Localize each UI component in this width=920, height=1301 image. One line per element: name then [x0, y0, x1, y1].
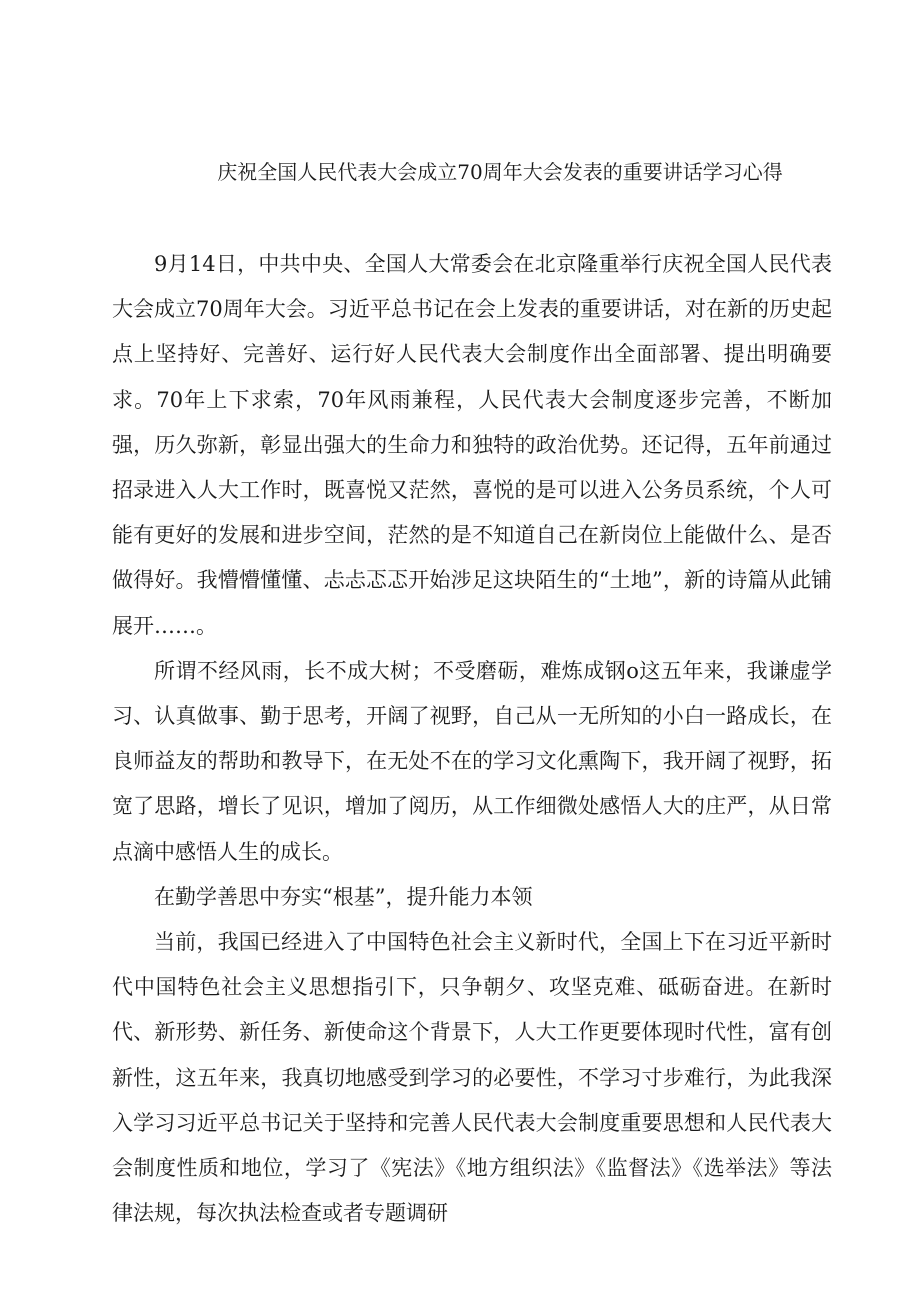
paragraph-1: 9月14日，中共中央、全国人大常委会在北京隆重举行庆祝全国人民代表大会成立70周年大会。习近平总书记在会上发表的重要讲话，对在新的历史起点上坚持好、完善好、运行好人民代表大会制度作出全面部署、提出明确要求。70年上下求索，70年风雨兼程，人民代表大会制度逐步完善，不断加强，历久弥新，彰显出强大的生命力和独特的政治优势。还记得，五年前通过招录进入人大工作时，既喜悦又茫然，喜悦的是可以进入公务员系统，个人可能有更好的发展和进步空间，茫然的是不知道自己在新岗位上能做什么、是否做得好。我懵懵懂懂、忐忐忑忑开始涉足这块陌生的“土地”，新的诗篇从此铺展开……。	[112, 252, 832, 638]
paragraph-2: 所谓不经风雨，长不成大树；不受磨砺，难炼成钢o这五年来，我谦虚学习、认真做事、勤于思考，开阔了视野，自己从一无所知的小白一路成长，在良师益友的帮助和教导下，在无处不在的学习文化熏陶下，我开阔了视野，拓宽了思路，增长了见识，增加了阅历，从工作细微处感悟人大的庄严，从日常点滴中感悟人生的成长。	[112, 658, 832, 864]
document-title: 庆祝全国人民代表大会成立70周年大会发表的重要讲话学习心得	[217, 160, 783, 184]
section-paragraph: 当前，我国已经进入了中国特色社会主义新时代，全国上下在习近平新时代中国特色社会主义思想指引下，只争朝夕、攻坚克难、砥砺奋进。在新时代、新形势、新任务、新使命这个背景下，人大工作更要体现时代性，富有创新性，这五年来，我真切地感受到学习的必要性，不学习寸步难行，为此我深入学习习近平总书记关于坚持和完善人民代表大会制度重要思想和人民代表大会制度性质和地位，学习了《宪法》《地方组织法》《监督法》《选举法》等法律法规，每次执法检查或者专题调研	[112, 930, 832, 1226]
document-body	[112, 242, 832, 1236]
section-heading: 在勤学善思中夯实“根基”，提升能力本领	[154, 884, 533, 909]
